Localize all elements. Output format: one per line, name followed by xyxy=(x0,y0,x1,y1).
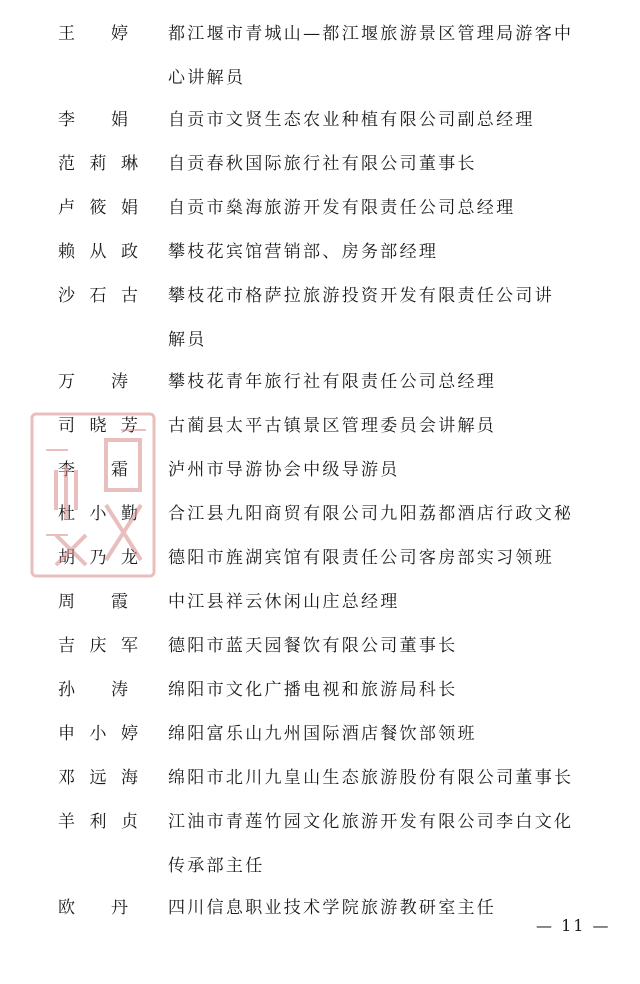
entry-name: 李 霜 xyxy=(58,460,128,480)
entry-description xyxy=(168,756,626,800)
entry-description xyxy=(168,800,626,888)
description-line: 自贡市文贤生态农业种植有限公司副总经理 xyxy=(168,110,535,130)
entry-name: 欧 丹 xyxy=(58,898,128,918)
description-line: 德阳市蓝天园餐饮有限公司董事长 xyxy=(168,636,458,656)
description-line: 古蔺县太平古镇景区管理委员会讲解员 xyxy=(168,416,497,436)
page-number: — 11 — xyxy=(536,916,611,935)
entry-description xyxy=(168,360,626,404)
entry-description xyxy=(168,536,626,580)
description-line: 攀枝花青年旅行社有限责任公司总经理 xyxy=(168,372,497,392)
description-line: 心讲解员 xyxy=(168,68,246,88)
entry-name: 司 晓 芳 xyxy=(58,416,138,436)
entry-description xyxy=(168,186,626,230)
description-line: 合江县九阳商贸有限公司九阳荔都酒店行政文秘 xyxy=(168,504,574,524)
description-line: 自贡春秋国际旅行社有限公司董事长 xyxy=(168,154,477,174)
entry-name: 赖 从 政 xyxy=(58,242,138,262)
entry-description xyxy=(168,230,626,274)
entry-description xyxy=(168,448,626,492)
description-line: 绵阳市文化广播电视和旅游局科长 xyxy=(168,680,458,700)
entry-name: 万 涛 xyxy=(58,372,128,392)
entry-name: 王 婷 xyxy=(58,24,128,44)
description-line: 绵阳市北川九皇山生态旅游股份有限公司董事长 xyxy=(168,768,574,788)
entry-description xyxy=(168,12,626,100)
entry-name: 胡 乃 龙 xyxy=(58,548,138,568)
description-line: 攀枝花市格萨拉旅游投资开发有限责任公司讲 xyxy=(168,286,554,306)
entry-description xyxy=(168,98,626,142)
entry-name: 吉 庆 军 xyxy=(58,636,138,656)
entry-name: 羊 利 贞 xyxy=(58,812,138,832)
entry-description xyxy=(168,492,626,536)
watermark-seal xyxy=(26,410,160,580)
entry-description xyxy=(168,404,626,448)
description-line: 传承部主任 xyxy=(168,856,265,876)
entry-description xyxy=(168,274,626,362)
description-line: 自贡市燊海旅游开发有限责任公司总经理 xyxy=(168,198,516,218)
entry-description xyxy=(168,712,626,756)
description-line: 攀枝花宾馆营销部、房务部经理 xyxy=(168,242,439,262)
entry-name: 邓 远 海 xyxy=(58,768,138,788)
entry-description xyxy=(168,668,626,712)
description-line: 中江县祥云休闲山庄总经理 xyxy=(168,592,400,612)
description-line: 江油市青莲竹园文化旅游开发有限公司李白文化 xyxy=(168,812,574,832)
entry-name: 沙 石 古 xyxy=(58,286,138,306)
entry-name: 周 霞 xyxy=(58,592,128,612)
description-line: 解员 xyxy=(168,330,207,350)
entry-description xyxy=(168,624,626,668)
entry-name: 卢 筱 娟 xyxy=(58,198,138,218)
description-line: 都江堰市青城山—都江堰旅游景区管理局游客中 xyxy=(168,24,574,44)
entry-description xyxy=(168,580,626,624)
entry-name: 杜 小 勤 xyxy=(58,504,138,524)
entry-description xyxy=(168,142,626,186)
description-line: 绵阳富乐山九州国际酒店餐饮部领班 xyxy=(168,724,477,744)
entry-name: 李 娟 xyxy=(58,110,128,130)
description-line: 德阳市旌湖宾馆有限责任公司客房部实习领班 xyxy=(168,548,554,568)
description-line: 四川信息职业技术学院旅游教研室主任 xyxy=(168,898,497,918)
entry-name: 范 莉 琳 xyxy=(58,154,138,174)
entry-name: 孙 涛 xyxy=(58,680,128,700)
description-line: 泸州市导游协会中级导游员 xyxy=(168,460,400,480)
entry-name: 申 小 婷 xyxy=(58,724,138,744)
